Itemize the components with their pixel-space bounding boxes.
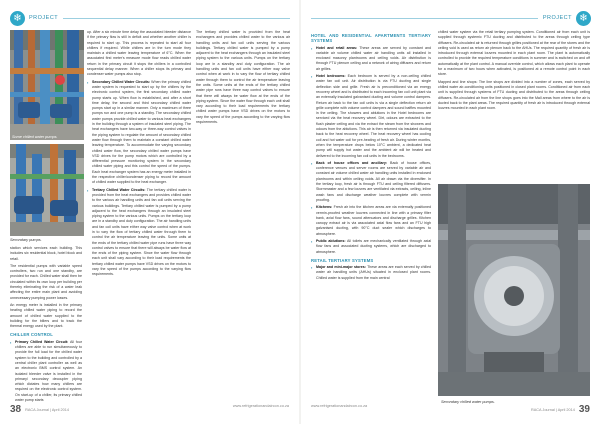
section-heading: HOTEL AND RESIDENTIAL APARTMENTS TERTIARY SYSTEMS: [311, 33, 431, 44]
left-col3-text: [196, 30, 290, 400]
photo1-caption: Some chilled water pumps.: [12, 135, 58, 139]
right-header: [311, 10, 591, 26]
paragraph: chilled water system via the retail tertiary pumping system. Conditioned air from each unit is supplied through systemic FTU ducting and distributed to the areas through ceiling type diffusers. Re-circulated air is returned through grilles positioned at the rear of the stores and the ceiling void is used as return air plenum back to the AHUs. The required quantity of fresh air is introduced through external louvres mounted in each plant room. The plant is automatically controlled to provide the required temperature conditions in summer and is switched on and off automatically at the plant control. A manual override control, which allows each plant to operate for a maximum of two hours when activated, is positioned at a remote control point in each store.: [438, 30, 590, 77]
paragraph: The residential pumps with variable speed controllers, two run and one standby, are provided for each. Chilled water shall then be circulated within its own loop per building per thereby eliminating the risk of a water leak affecting the entire main plant and avoiding unnecessary pumping power losses.: [10, 263, 82, 300]
paragraph: The tertiary chilled water is provided from the heat exchangers and provides chilled water to the various air handling units and fan coil units serving the various buildings. Tertiary chilled water is pumped by a pump adjacent to the heat exchangers through an insulated steel piping system to the various units. Pumps on the tertiary loop are in a standby and duty configuration. The air handling units and fan coil units have either way valve control when at work in to vary the flow of tertiary chilled water through them to control the air temperature leaving the units. Some units at the ends of the tertiary chilled water pipe runs have three way control valves to ensure that there will always be water flow at the ends of the piping system. Since the water flow through each unit shall vary according to their load requirements the tertiary chilled water pumps have VSD drives on the motors to vary the speed of the pumps according to the varying flow requirements.: [196, 30, 290, 125]
right-footer: [531, 404, 590, 415]
header-rule: [63, 18, 290, 19]
left-col1-text: [10, 246, 82, 403]
bullet-item: ▪ Public ablutions: All toilets are mechanically ventilated through axial flow fans and associated ducting systems, which are discharged to atmosphere.: [311, 239, 431, 255]
bullet-item: ▪ Primary Chilled Water Circuit: All four chillers are able to run simultaneously to provide the full load for the chilled water system to the building and controlled by a central chiller plant controller as well as an electronic BMS control system. An isolated bleeder valve is installed in the primary/ secondary decoupler piping which dictates how many chillers are required on the electronic control system. On start-up of a chiller, its primary chilled water pump starts: [10, 340, 82, 404]
page-number: 39: [578, 404, 590, 415]
paragraph: up. After a six minute time delay the associated bleeder distance if the primary flow is still in deficit and whether another chiller is required to start up. This process is repeated to start all four chillers if required. While chillers are in the turn mode they maintain a chilled water leaving temperature of 6°C. When the associated first meter's measure mode flow reads chilled water return in the primary circuit it stops the chillers in a controlled sequential delay manner. When a chiller stops its primary and condenser water pumps also stop.: [87, 30, 191, 77]
section-heading: CHILLER CONTROL: [10, 332, 54, 338]
paragraph: An energy meter is installed in the primary heating chilled water piping to record the amount of chilled water supplied to the building for the billers and to track the thermal energy used by the plant.: [10, 302, 82, 329]
bullet-item: ▪ Hotel bedrooms: Each bedroom is served by a non-ceiling chilled water fan coil unit. Air distribution is via FTU ducting and single deflection side and grille. Fresh air is preconditioned via an energy recovery wheel and is distributed to each incoming fan coil unit plant via an externally insulated galvanised ducting and volume control dampers. Return air back to the fan coil units is via a single deflection return air grille complete with volume control dampers and sound baffles mounted in the ceiling. The showers and ablutions in the Hotel bedrooms are serviced via the heat recovery wheel. Dirt, odours are extracted to the flush plaster ceiling and via the extract the steam from the showers and odours from the ablutions. This air is then returned via insulated ducting back to the heat recovery wheel. The heat recovery wheel has cooling coil and hot water coil for pre-heating of fresh air. During winter months, when the temperature drops below 10°C ambient, a dedicated heat pump will supply hot water and the ambient air will be heated and delivered to the incoming fan coil units in the bedrooms.: [311, 74, 431, 159]
left-footer: [10, 404, 69, 415]
paragraph: station which services each building. This includes six residential block, hotel block and retail.: [10, 246, 82, 261]
bullet-item: ▪ Tertiary Chilled Water Circuits: The tertiary chilled water is provided from the heat exchangers and provides chilled water to the various air handling units and fan coil units serving the various buildings. Tertiary chilled water is pumped by a pump adjacent to the heat exchangers through an insulated steel piping system to the various units. Pumps on the tertiary loop are in a standby and duty configuration. The air handling units and fan coil units have either way valve control when at work in to vary the flow of tertiary chilled water through them to control the air temperature leaving the units. Some units at the ends of the tertiary chilled water pipe runs have three way control valves to ensure that there will always be water flow at the ends of the piping system. Since the water flow through each unit shall vary according to their load requirements the tertiary chilled water pumps have VSD drives on the motors to vary the speed of the pumps according to the varying flow requirements.: [87, 188, 191, 278]
bullet-item: ▪ Kitchens: Fresh air into the kitchen areas are via externally positioned vermin-proofed weather louvres connected in line with a primary filter bank, axial flow fans, sound attenuators and discharge grilles. Kitchen canopy extract air is via associated axial flow fans and an FTU high galvanised ducting, with 90°C duct sealer which discharges to atmosphere.: [311, 205, 431, 237]
bullet-item: ▪ Major and mini-major stores: These areas are each served by chilled water air handling units (AHUs) situated in enclosed plant rooms. Chilled water is supplied from the main central: [311, 265, 431, 281]
snowflake-logo-icon: ❄: [576, 11, 591, 26]
right-page: [301, 0, 600, 424]
secondary-pumps-photo: [10, 144, 84, 236]
right-col1-text: [311, 30, 431, 400]
magazine-name: RACA Journal | April 2014: [531, 407, 575, 412]
section-heading: RETAIL TERTIARY SYSTEMS: [311, 257, 374, 263]
left-col2-text: [87, 30, 191, 400]
chilled-water-pumps-photo: [10, 30, 84, 140]
bullet-item: ▪ Secondary Chilled Water Circuits: When the primary chilled water system is requested to start up by the chillers by the electronic control system, the first secondary chilled water pump starts up. When flow is established, and after a short time delay, the second and third secondary chilled water pumps start up in a similar manner. Only a maximum of three pumps run and one pump is a standby. The secondary chilled water pumps provide chilled water to various heat exchangers in the building through a system of insulated steel piping. The heat exchangers have two-way or three-way control valves in the piping system to regulate the amount of secondary chilled water flow through them to maintain a constant chilled water leaving temperature. To accommodate the varying secondary chilled water flow, the secondary chilled water pumps have VSD drives for the pump motors which are controlled by a differential pressure monitoring system in the secondary chilled water piping and this control the speed of the pumps. Each heat exchanger system has an energy meter installed in the respective chiller/condenser piping to record the amount of chilled water supplied to the heat exchanger.: [87, 80, 191, 186]
secondary-chilled-water-pumps-photo: [438, 184, 590, 396]
snowflake-logo-icon: ❄: [10, 11, 25, 26]
left-header: [10, 10, 290, 26]
photo-caption: Secondary chilled water pumps.: [441, 400, 495, 404]
header-rule: [311, 18, 538, 19]
section-tag: PROJECT: [29, 15, 59, 21]
photo2-caption: Secondary pumps.: [10, 238, 42, 242]
paragraph: Mapped and line shops: The line shops are divided into a number of zones, each served by chilled water air-conditioning units positioned in closed plant rooms. Conditioned air from each unit is supplied through systems of FTU ducting and distributed to the areas through ceiling diffusers. Re-circulated air from the line shops goes into the Mall areas from where to the air is ducted back to the plant areas. The required quantity of fresh air is introduced through external louvres mounted in each plant room.: [438, 79, 590, 111]
magazine-name: RACA Journal | April 2014: [25, 407, 69, 412]
right-col2-text: [438, 30, 590, 180]
section-tag: PROJECT: [542, 15, 572, 21]
bullet-item: ▪ Back of house offices and ancillary: Back of house offices, conference venues and server rooms are served by variable air and constant air volume chilled water air handling units installed in enclosed plantrooms and within ceiling voids. All air drawn via the diversifier. In the tertiary loop, fresh air is through FTU and ceiling filtered diffusers. Stormmaster and a few louvres are ventilated via extracts, ceiling, inline wash fans and discharge weather louvres complete with vermin proofing.: [311, 161, 431, 203]
bullet-item: ▪ Hotel and retail areas: These areas are served by constant and variable air volume chilled water air handling units all installed in enclosed masonry plantrooms and ceiling voids. Air distribution is through FTU plenum ceiling and a network of airing diffusers and return air grilles.: [311, 46, 431, 72]
left-footer-url[interactable]: www.refrigerationandaircon.co.za: [232, 404, 289, 408]
page-number: 38: [10, 404, 22, 415]
right-footer-url[interactable]: www.refrigerationandaircon.co.za: [311, 404, 368, 408]
left-page: [0, 0, 299, 424]
